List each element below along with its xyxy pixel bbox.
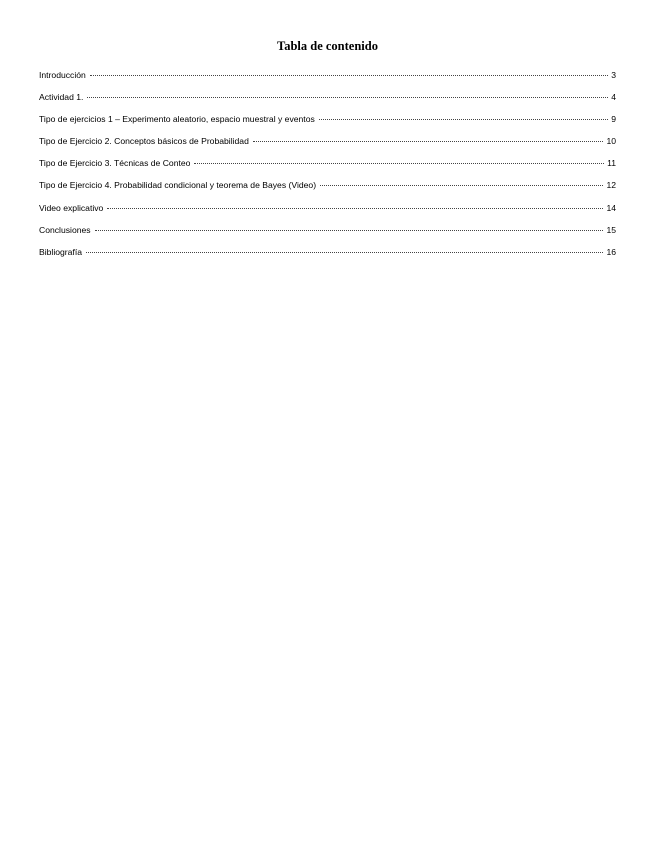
toc-dot-leader xyxy=(107,199,603,209)
toc-dot-leader xyxy=(86,243,603,253)
toc-page-number: 9 xyxy=(611,114,616,125)
toc-entry-label: Introducción xyxy=(39,70,86,80)
toc-entry-label: Tipo de Ejercicio 2. Conceptos básicos de Probabilidad xyxy=(39,136,249,147)
toc-dot-leader xyxy=(90,66,608,76)
toc-entry-bibliografia[interactable] xyxy=(39,245,616,267)
toc-dot-leader xyxy=(87,88,608,98)
toc-entry-video-explicativo[interactable] xyxy=(39,201,616,223)
toc-entry-label: Actividad 1. xyxy=(39,92,84,103)
toc-dot-leader xyxy=(194,154,604,164)
toc-title: Tabla de contenido xyxy=(277,39,378,53)
toc-page-number: 14 xyxy=(606,202,616,213)
toc-entry-actividad-1[interactable] xyxy=(39,90,616,112)
toc-dot-leader xyxy=(95,221,604,231)
toc-dot-leader xyxy=(319,110,608,120)
toc-page-number: 10 xyxy=(606,136,616,147)
toc-page-number: 12 xyxy=(606,180,616,191)
toc-entry-tipo-ejercicio-4[interactable] xyxy=(39,178,616,200)
toc-page-number: 16 xyxy=(606,246,616,257)
toc-entry-conclusiones[interactable] xyxy=(39,223,616,245)
toc-entry-label: Bibliografía xyxy=(39,246,82,257)
toc-entry-tipo-ejercicios-1[interactable] xyxy=(39,112,616,134)
toc-entry-label: Video explicativo xyxy=(39,202,104,213)
toc-page-number: 4 xyxy=(611,92,616,103)
toc-entry-label: Tipo de ejercicios 1 – Experimento aleatorio, espacio muestral y eventos xyxy=(39,114,315,125)
toc-entry-label: Tipo de Ejercicio 4. Probabilidad condicional y teorema de Bayes (Video) xyxy=(39,180,317,191)
toc-page-number: 15 xyxy=(606,224,616,235)
toc-page-number: 11 xyxy=(607,158,616,169)
toc-entry-introduccion[interactable] xyxy=(39,68,616,90)
toc-entry-tipo-ejercicio-2[interactable] xyxy=(39,134,616,156)
toc-page-number: 3 xyxy=(611,70,616,80)
toc-dot-leader xyxy=(320,176,603,186)
table-of-contents xyxy=(39,68,616,267)
toc-entry-label: Tipo de Ejercicio 3. Técnicas de Conteo xyxy=(39,158,191,169)
toc-dot-leader xyxy=(253,132,604,142)
toc-entry-label: Conclusiones xyxy=(39,224,91,235)
toc-entry-tipo-ejercicio-3[interactable] xyxy=(39,156,616,178)
